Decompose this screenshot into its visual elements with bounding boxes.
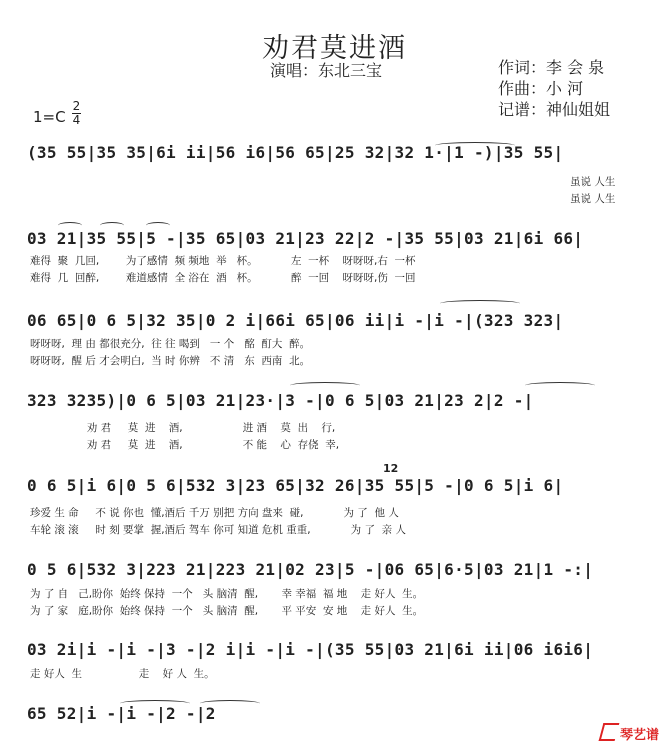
watermark-logo: [601, 723, 659, 743]
tie-arc: [120, 700, 190, 707]
score-row: [27, 640, 643, 659]
lyric-line: 劝 君 莫 进 酒, 进 酒 莫 出 行,: [30, 422, 336, 434]
notation-line: (35 55|35 35|6i ii|56 i6|56 65|25 32|32 1·|1 -)|35 55|: [27, 143, 564, 162]
credits-block: [498, 57, 610, 120]
lyric-line: 珍爱 生 命 不 说 你也 懂,酒后 千万 别把 方向 盘来 碰, 为 了 他 人: [30, 507, 399, 519]
score-row: [27, 560, 643, 579]
tie-arc: [525, 382, 595, 389]
watermark-text: 琴艺谱: [619, 728, 659, 743]
notation-line: 65 52|i -|i -|2 -|2: [27, 704, 216, 723]
notation-line: 03 21|35 55|5 -|35 65|03 21|23 22|2 -|35 55|03 21|6i 66|: [27, 229, 584, 248]
lyric-line: 劝 君 莫 进 酒, 不 能 心 存侥 幸,: [30, 439, 340, 451]
lyric-line: 虽说 人生: [570, 193, 616, 205]
score-row: [27, 476, 643, 495]
score-row: [27, 391, 643, 410]
score-row: [27, 311, 643, 330]
score-row: [27, 229, 643, 248]
time-signature: [72, 101, 81, 126]
notation-line: 0 6 5|i 6|0 5 6|532 3|23 65|32 26|35 55|5 -|0 6 5|i 6|: [27, 476, 564, 495]
score-row: [27, 143, 643, 162]
composer-credit: 作曲：小 河: [498, 79, 584, 98]
lyric-line: 为 了 自 己,盼你 始终 保持 一个 头 脑清 醒, 幸 幸福 福 地 走 好人 生。: [30, 588, 424, 600]
key-signature: 1=C: [33, 108, 66, 126]
tie-arc: [200, 700, 260, 707]
logo-icon: [599, 723, 620, 741]
tie-arc: [290, 382, 360, 389]
lyric-line: 难得 聚 几回, 为了感情 频 频地 举 杯。 左 一杯 呀呀呀,右 一杯: [30, 255, 416, 267]
tie-arc: [435, 142, 515, 149]
time-signature-bottom: 4: [72, 113, 81, 127]
notation-line: 0 5 6|532 3|223 21|223 21|02 23|5 -|06 65|6·5|03 21|1 -:|: [27, 560, 594, 579]
tie-arc: [58, 222, 82, 229]
lyric-line: 呀呀呀, 醒 后 才会明白, 当 时 你辨 不 清 东 西南 北。: [30, 355, 311, 367]
notation-line: 03 2i|i -|i -|3 -|2 i|i -|i -|(35 55|03 21|6i ii|06 i6i6|: [27, 640, 594, 659]
tie-arc: [146, 222, 170, 229]
time-signature-top: 2: [72, 99, 81, 113]
lyric-line: 走 好人 生 走 好 人 生。: [30, 668, 215, 680]
tie-arc: [100, 222, 124, 229]
notation-line: 06 65|0 6 5|32 35|0 2 i|66i 65|06 ii|i -|i -|(323 323|: [27, 311, 564, 330]
song-title: 劝君莫进酒: [262, 33, 407, 64]
ending-marker: 12: [383, 462, 399, 475]
transcriber-credit: 记谱：神仙姐姐: [498, 100, 611, 119]
lyric-line: 车轮 滚 滚 时 刻 要掌 握,酒后 驾车 你可 知道 危机 重重, 为 了 亲 人: [30, 524, 406, 536]
lyric-line: 呀呀呀, 理 由 都很充分, 往 往 喝到 一 个 酩 酊大 醉。: [30, 338, 311, 350]
lyric-line: 虽说 人生: [570, 176, 616, 188]
lyric-line: 难得 几 回醉, 难道感情 全 浴在 酒 杯。 醉 一回 呀呀呀,伤 一回: [30, 272, 416, 284]
lyric-line: 为 了 家 庭,盼你 始终 保持 一个 头 脑清 醒, 平 平安 安 地 走 好人 生。: [30, 605, 424, 617]
tie-arc: [440, 300, 520, 307]
notation-line: 323 3235)|0 6 5|03 21|23·|3 -|0 6 5|03 21|23 2|2 -|: [27, 391, 534, 410]
lyricist-credit: 作词：李 会 泉: [498, 58, 605, 77]
singer-credit: 演唱：东北三宝: [270, 61, 383, 80]
